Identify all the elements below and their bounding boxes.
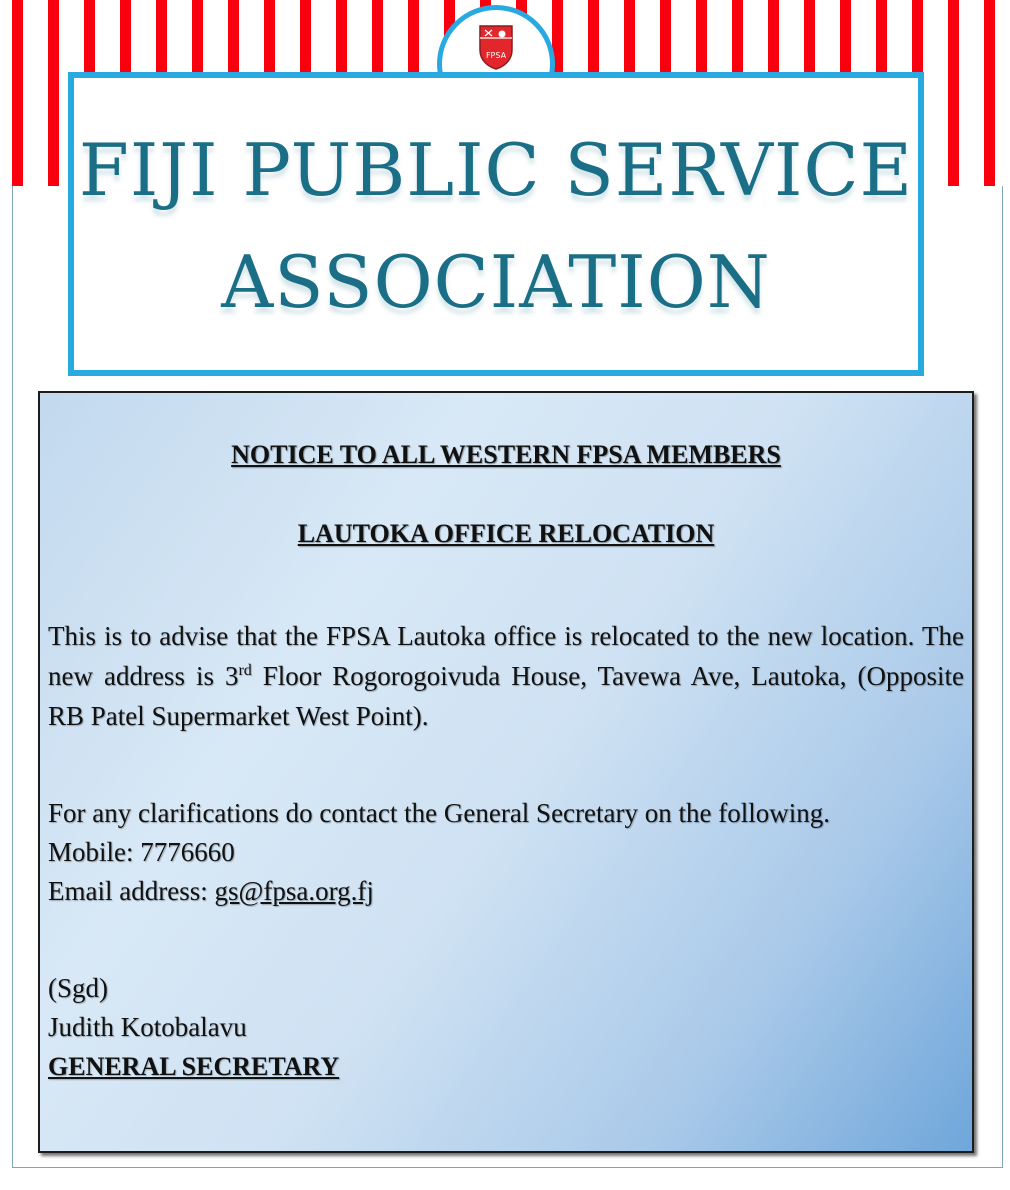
ordinal-superscript: rd	[238, 662, 252, 679]
notice-subheading: LAUTOKA OFFICE RELOCATION	[297, 519, 715, 548]
org-title-line-2: ASSOCIATION	[221, 240, 771, 324]
signatory-name: Judith Kotobalavu	[48, 1012, 247, 1042]
title-frame	[68, 72, 924, 376]
email-line	[48, 872, 964, 911]
logo-text: FPSA	[485, 51, 507, 60]
signed-marker: (Sgd)	[48, 973, 108, 1003]
fpsa-logo-icon	[478, 24, 514, 70]
email-label: Email address:	[48, 876, 215, 906]
notice-heading: NOTICE TO ALL WESTERN FPSA MEMBERS	[231, 440, 781, 469]
mobile-value: 7776660	[140, 837, 235, 867]
relocation-text-part1: This is to advise that the FPSA Lautoka office is relocated to the new location. The new address is 3	[48, 621, 964, 691]
relocation-paragraph	[48, 616, 964, 736]
email-link[interactable]: gs@fpsa.org.fj	[214, 876, 374, 906]
title-panel	[74, 78, 918, 370]
signature-block	[48, 969, 964, 1086]
mobile-label: Mobile:	[48, 837, 141, 867]
org-title-line-1: FIJI PUBLIC SERVICE	[78, 128, 914, 212]
relocation-text-part2: Floor Rogorogoivuda House, Tavewa Ave, Lautoka, (Opposite RB Patel Supermarket West Point).	[48, 661, 964, 731]
mobile-line	[48, 833, 964, 872]
contact-paragraph: For any clarifications do contact the General Secretary on the following.	[48, 798, 830, 828]
signatory-role: GENERAL SECRETARY	[48, 1052, 340, 1081]
notice-panel	[38, 391, 974, 1153]
